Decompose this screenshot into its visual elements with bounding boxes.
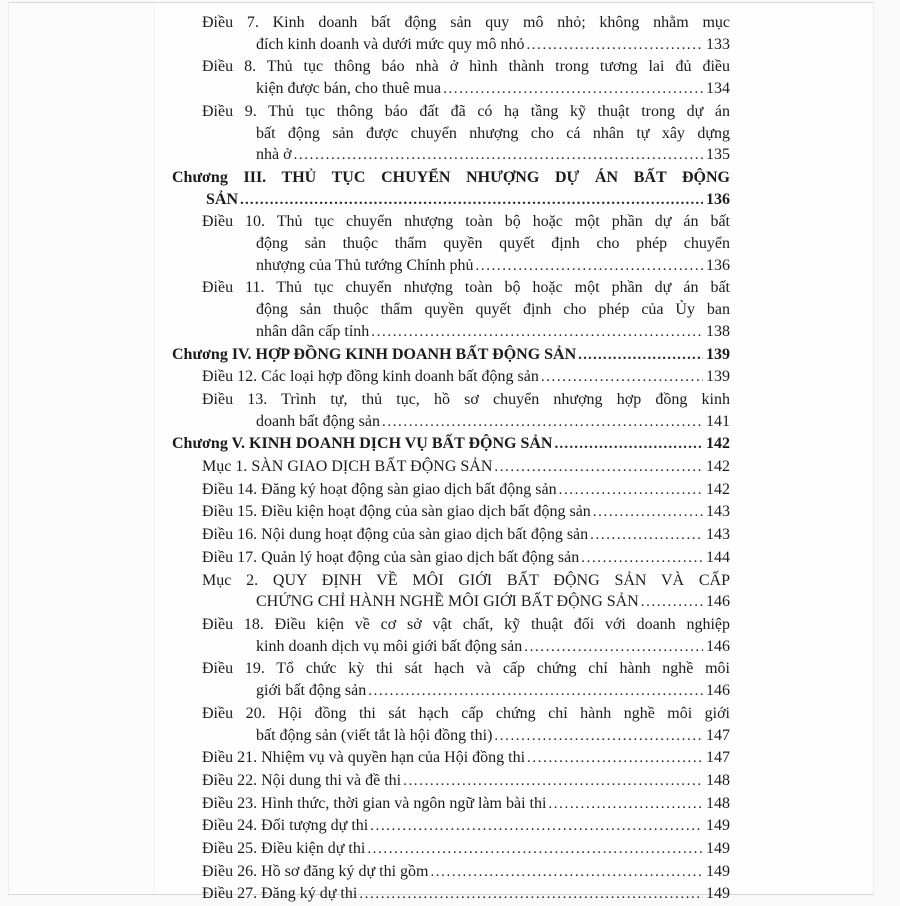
entry-text: nhà ở (256, 146, 292, 164)
entry-text: Chương IV. HỢP ĐỒNG KINH DOANH BẤT ĐỘNG SẢN (172, 345, 577, 363)
entry-text-line: Điều 9. Thủ tục thông báo đất đã có hạ tầng kỹ thuật trong dự án (202, 102, 730, 120)
page-number: 143 (706, 526, 730, 544)
entry-text: Chương V. KINH DOANH DỊCH VỤ BẤT ĐỘNG SẢN (172, 435, 553, 453)
entry-text-line: Điều 10. Thủ tục chuyển nhượng toàn bộ hoặc một phần dự án bất (202, 213, 730, 231)
toc-entry (172, 211, 730, 277)
dot-leader (527, 747, 703, 770)
entry-text-line: Điều 18. Điều kiện về cơ sở vật chất, kỹ thuật đối với doanh nghiệp (202, 615, 730, 633)
entry-text: Điều 25. Điều kiện dự thi (202, 840, 366, 858)
entry-text-line: Điều 20. Hội đồng thi sát hạch cấp chứng chỉ hành nghề môi giới (202, 704, 730, 722)
entry-text-line: Chương III. THỦ TỤC CHUYỂN NHƯỢNG DỰ ÁN BẤT ĐỘNG (172, 168, 730, 186)
entry-text: doanh bất động sản (256, 412, 380, 430)
entry-text-line: Điều 7. Kinh doanh bất động sản quy mô nhỏ; không nhằm mục (202, 14, 730, 31)
entry-text-line: động sản thuộc thẩm quyền quyết định cho phép của Ủy ban (256, 301, 730, 319)
dot-leader (554, 433, 703, 456)
toc-entry (172, 570, 730, 614)
toc-entry (172, 501, 730, 524)
toc-entry (172, 815, 730, 838)
page-number: 144 (706, 548, 730, 566)
entry-text: Điều 21. Nhiệm vụ và quyền hạn của Hội đồng thi (202, 749, 526, 767)
toc-entry (172, 614, 730, 658)
dot-leader (494, 725, 703, 748)
dot-leader (548, 793, 703, 816)
dot-leader (593, 501, 703, 524)
entry-text: đích kinh doanh và dưới mức quy mô nhỏ (256, 35, 525, 53)
page-number: 142 (706, 435, 730, 453)
toc-entry (172, 770, 730, 793)
toc-entry (172, 838, 730, 861)
entry-text: Điều 16. Nội dung hoạt động của sàn giao dịch bất động sản (202, 526, 589, 544)
entry-text: Điều 24. Đối tượng dự thi (202, 817, 369, 835)
toc-entry (172, 101, 730, 167)
entry-text: kinh doanh dịch vụ môi giới bất động sản (256, 637, 523, 655)
dot-leader (559, 479, 703, 502)
toc-entry (172, 479, 730, 502)
page-number: 134 (706, 80, 730, 98)
dot-leader (371, 321, 703, 344)
page-number: 148 (706, 771, 730, 789)
page-number: 148 (706, 794, 730, 812)
entry-text: Điều 15. Điều kiện hoạt động của sàn giao dịch bất động sản (202, 503, 591, 521)
dot-leader (524, 636, 703, 659)
entry-text: Mục 1. SÀN GIAO DỊCH BẤT ĐỘNG SẢN (202, 458, 493, 476)
toc-entry (172, 433, 730, 456)
page-number: 149 (706, 862, 730, 880)
dot-leader (541, 366, 703, 389)
dot-leader (368, 680, 703, 703)
toc-entry (172, 389, 730, 433)
toc-entry (172, 366, 730, 389)
toc-entry (172, 703, 730, 747)
toc-entry (172, 344, 730, 367)
entry-text: nhượng của Thủ tướng Chính phủ (256, 256, 474, 274)
page-number: 147 (706, 726, 730, 744)
entry-text: giới bất động sản (256, 682, 367, 700)
toc-entry (172, 861, 730, 884)
dot-leader (578, 344, 703, 367)
entry-text-line: Mục 2. QUY ĐỊNH VỀ MÔI GIỚI BẤT ĐỘNG SẢN VÀ CẤP (202, 571, 730, 589)
page-number: 139 (706, 345, 730, 363)
dot-leader (476, 255, 703, 278)
dot-leader (240, 189, 703, 212)
entry-text-line: Điều 11. Thủ tục chuyển nhượng toàn bộ hoặc một phần dự án bất (202, 279, 730, 297)
page-number: 142 (706, 480, 730, 498)
toc-entry (172, 524, 730, 547)
page-number: 136 (706, 190, 730, 208)
toc-entry (172, 167, 730, 211)
page-number: 147 (706, 749, 730, 767)
entry-text: kiện được bán, cho thuê mua (256, 80, 442, 98)
dot-leader (294, 144, 703, 167)
page-number: 146 (706, 682, 730, 700)
entry-text: Điều 14. Đăng ký hoạt động sàn giao dịch bất động sản (202, 480, 557, 498)
dot-leader (526, 34, 703, 57)
page-number: 142 (706, 458, 730, 476)
entry-text: nhân dân cấp tỉnh (256, 322, 370, 340)
entry-text-line: bất động sản được chuyển nhượng cho cá nhân tự xây dựng (256, 124, 730, 142)
page-number: 138 (706, 322, 730, 340)
entry-text: bất động sản (viết tắt là hội đồng thi) (256, 726, 493, 744)
dot-leader (359, 883, 703, 906)
toc-entry (172, 547, 730, 570)
dot-leader (443, 78, 703, 101)
entry-text: Điều 23. Hình thức, thời gian và ngôn ngữ làm bài thi (202, 794, 547, 812)
page-number: 143 (706, 503, 730, 521)
entry-text-line: Điều 13. Trình tự, thủ tục, hồ sơ chuyển nhượng hợp đồng kinh (202, 390, 730, 408)
entry-text-line: Điều 8. Thủ tục thông báo nhà ở hình thành trong tương lai đủ điều (202, 58, 730, 76)
toc-entry (172, 277, 730, 343)
entry-text-line: Điều 19. Tổ chức kỳ thi sát hạch và cấp chứng chỉ hành nghề môi (202, 660, 730, 678)
dot-leader (370, 815, 703, 838)
page-number: 141 (706, 412, 730, 430)
scan-edge-shading (9, 3, 155, 892)
toc-entry (172, 793, 730, 816)
entry-text: Điều 26. Hồ sơ đăng ký dự thi gồm (202, 862, 429, 880)
dot-leader (367, 838, 703, 861)
page-number: 133 (706, 35, 730, 53)
entry-text: Điều 27. Đăng ký dự thi (202, 885, 358, 903)
page-number: 149 (706, 885, 730, 903)
page-number: 135 (706, 146, 730, 164)
toc-entry (172, 747, 730, 770)
dot-leader (494, 456, 703, 479)
entry-text: Điều 12. Các loại hợp đồng kinh doanh bất động sản (202, 368, 539, 386)
dot-leader (581, 547, 703, 570)
entry-text-line: động sản thuộc thẩm quyền quyết định cho phép chuyển (256, 235, 730, 253)
entry-text: SẢN (206, 190, 239, 208)
page-number: 146 (706, 593, 730, 611)
page-number: 139 (706, 368, 730, 386)
page-number: 136 (706, 256, 730, 274)
entry-text: CHỨNG CHỈ HÀNH NGHỀ MÔI GIỚI BẤT ĐỘNG SẢN (256, 593, 639, 611)
toc-entry (172, 658, 730, 702)
toc-entry (172, 883, 730, 906)
entry-text: Điều 17. Quản lý hoạt động của sàn giao dịch bất động sản (202, 548, 580, 566)
dot-leader (641, 591, 703, 614)
toc-entry (172, 12, 730, 56)
toc-entry (172, 456, 730, 479)
dot-leader (430, 861, 703, 884)
page-number: 149 (706, 817, 730, 835)
dot-leader (403, 770, 703, 793)
toc-entry (172, 56, 730, 100)
dot-leader (590, 524, 703, 547)
page-number: 146 (706, 637, 730, 655)
page-number: 149 (706, 840, 730, 858)
table-of-contents (172, 12, 730, 906)
dot-leader (382, 411, 703, 434)
entry-text: Điều 22. Nội dung thi và đề thi (202, 771, 402, 789)
